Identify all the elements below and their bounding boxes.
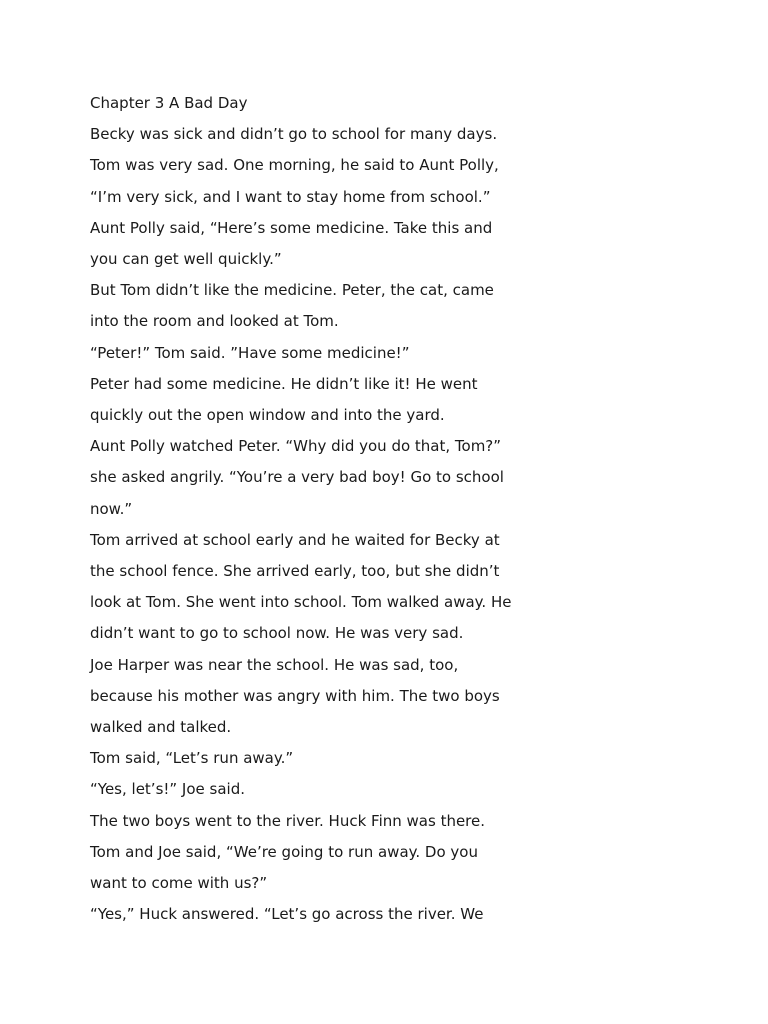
text-line: Peter had some medicine. He didn’t like it! He went xyxy=(90,374,478,393)
text-line: look at Tom. She went into school. Tom walked away. He xyxy=(90,593,512,612)
text-line: walked and talked. xyxy=(90,718,232,737)
text-line: Tom and Joe said, “We’re going to run away. Do you xyxy=(90,842,478,861)
text-line: Tom arrived at school early and he waited for Becky at xyxy=(90,530,500,549)
text-line: Tom was very sad. One morning, he said to Aunt Polly, xyxy=(90,156,499,175)
text-line: Becky was sick and didn’t go to school for many days. xyxy=(90,125,498,144)
text-line: into the room and looked at Tom. xyxy=(90,312,339,331)
text-line: The two boys went to the river. Huck Finn was there. xyxy=(90,811,486,830)
text-line: “Yes, let’s!” Joe said. xyxy=(90,780,245,799)
text-line: But Tom didn’t like the medicine. Peter, the cat, came xyxy=(90,281,494,300)
text-line: “Yes,” Huck answered. “Let’s go across the river. We xyxy=(90,905,484,924)
text-line: Aunt Polly said, “Here’s some medicine. Take this and xyxy=(90,218,493,237)
text-line: “Peter!” Tom said. ”Have some medicine!” xyxy=(90,343,410,362)
text-line: because his mother was angry with him. The two boys xyxy=(90,686,500,705)
text-line: quickly out the open window and into the yard. xyxy=(90,406,445,425)
text-line: Aunt Polly watched Peter. “Why did you do that, Tom?” xyxy=(90,437,502,456)
text-line: you can get well quickly.” xyxy=(90,250,282,269)
text-line: the school fence. She arrived early, too, but she didn’t xyxy=(90,562,500,581)
text-line: want to come with us?” xyxy=(90,874,268,893)
text-line: Tom said, “Let’s run away.” xyxy=(90,749,294,768)
text-line: didn’t want to go to school now. He was very sad. xyxy=(90,624,464,643)
text-line: she asked angrily. “You’re a very bad boy! Go to school xyxy=(90,468,504,487)
chapter-title: Chapter 3 A Bad Day xyxy=(90,94,248,112)
text-line: Joe Harper was near the school. He was sad, too, xyxy=(90,655,459,674)
text-line: “I’m very sick, and I want to stay home from school.” xyxy=(90,187,491,206)
text-line: now.” xyxy=(90,499,133,518)
document-page xyxy=(90,88,690,930)
